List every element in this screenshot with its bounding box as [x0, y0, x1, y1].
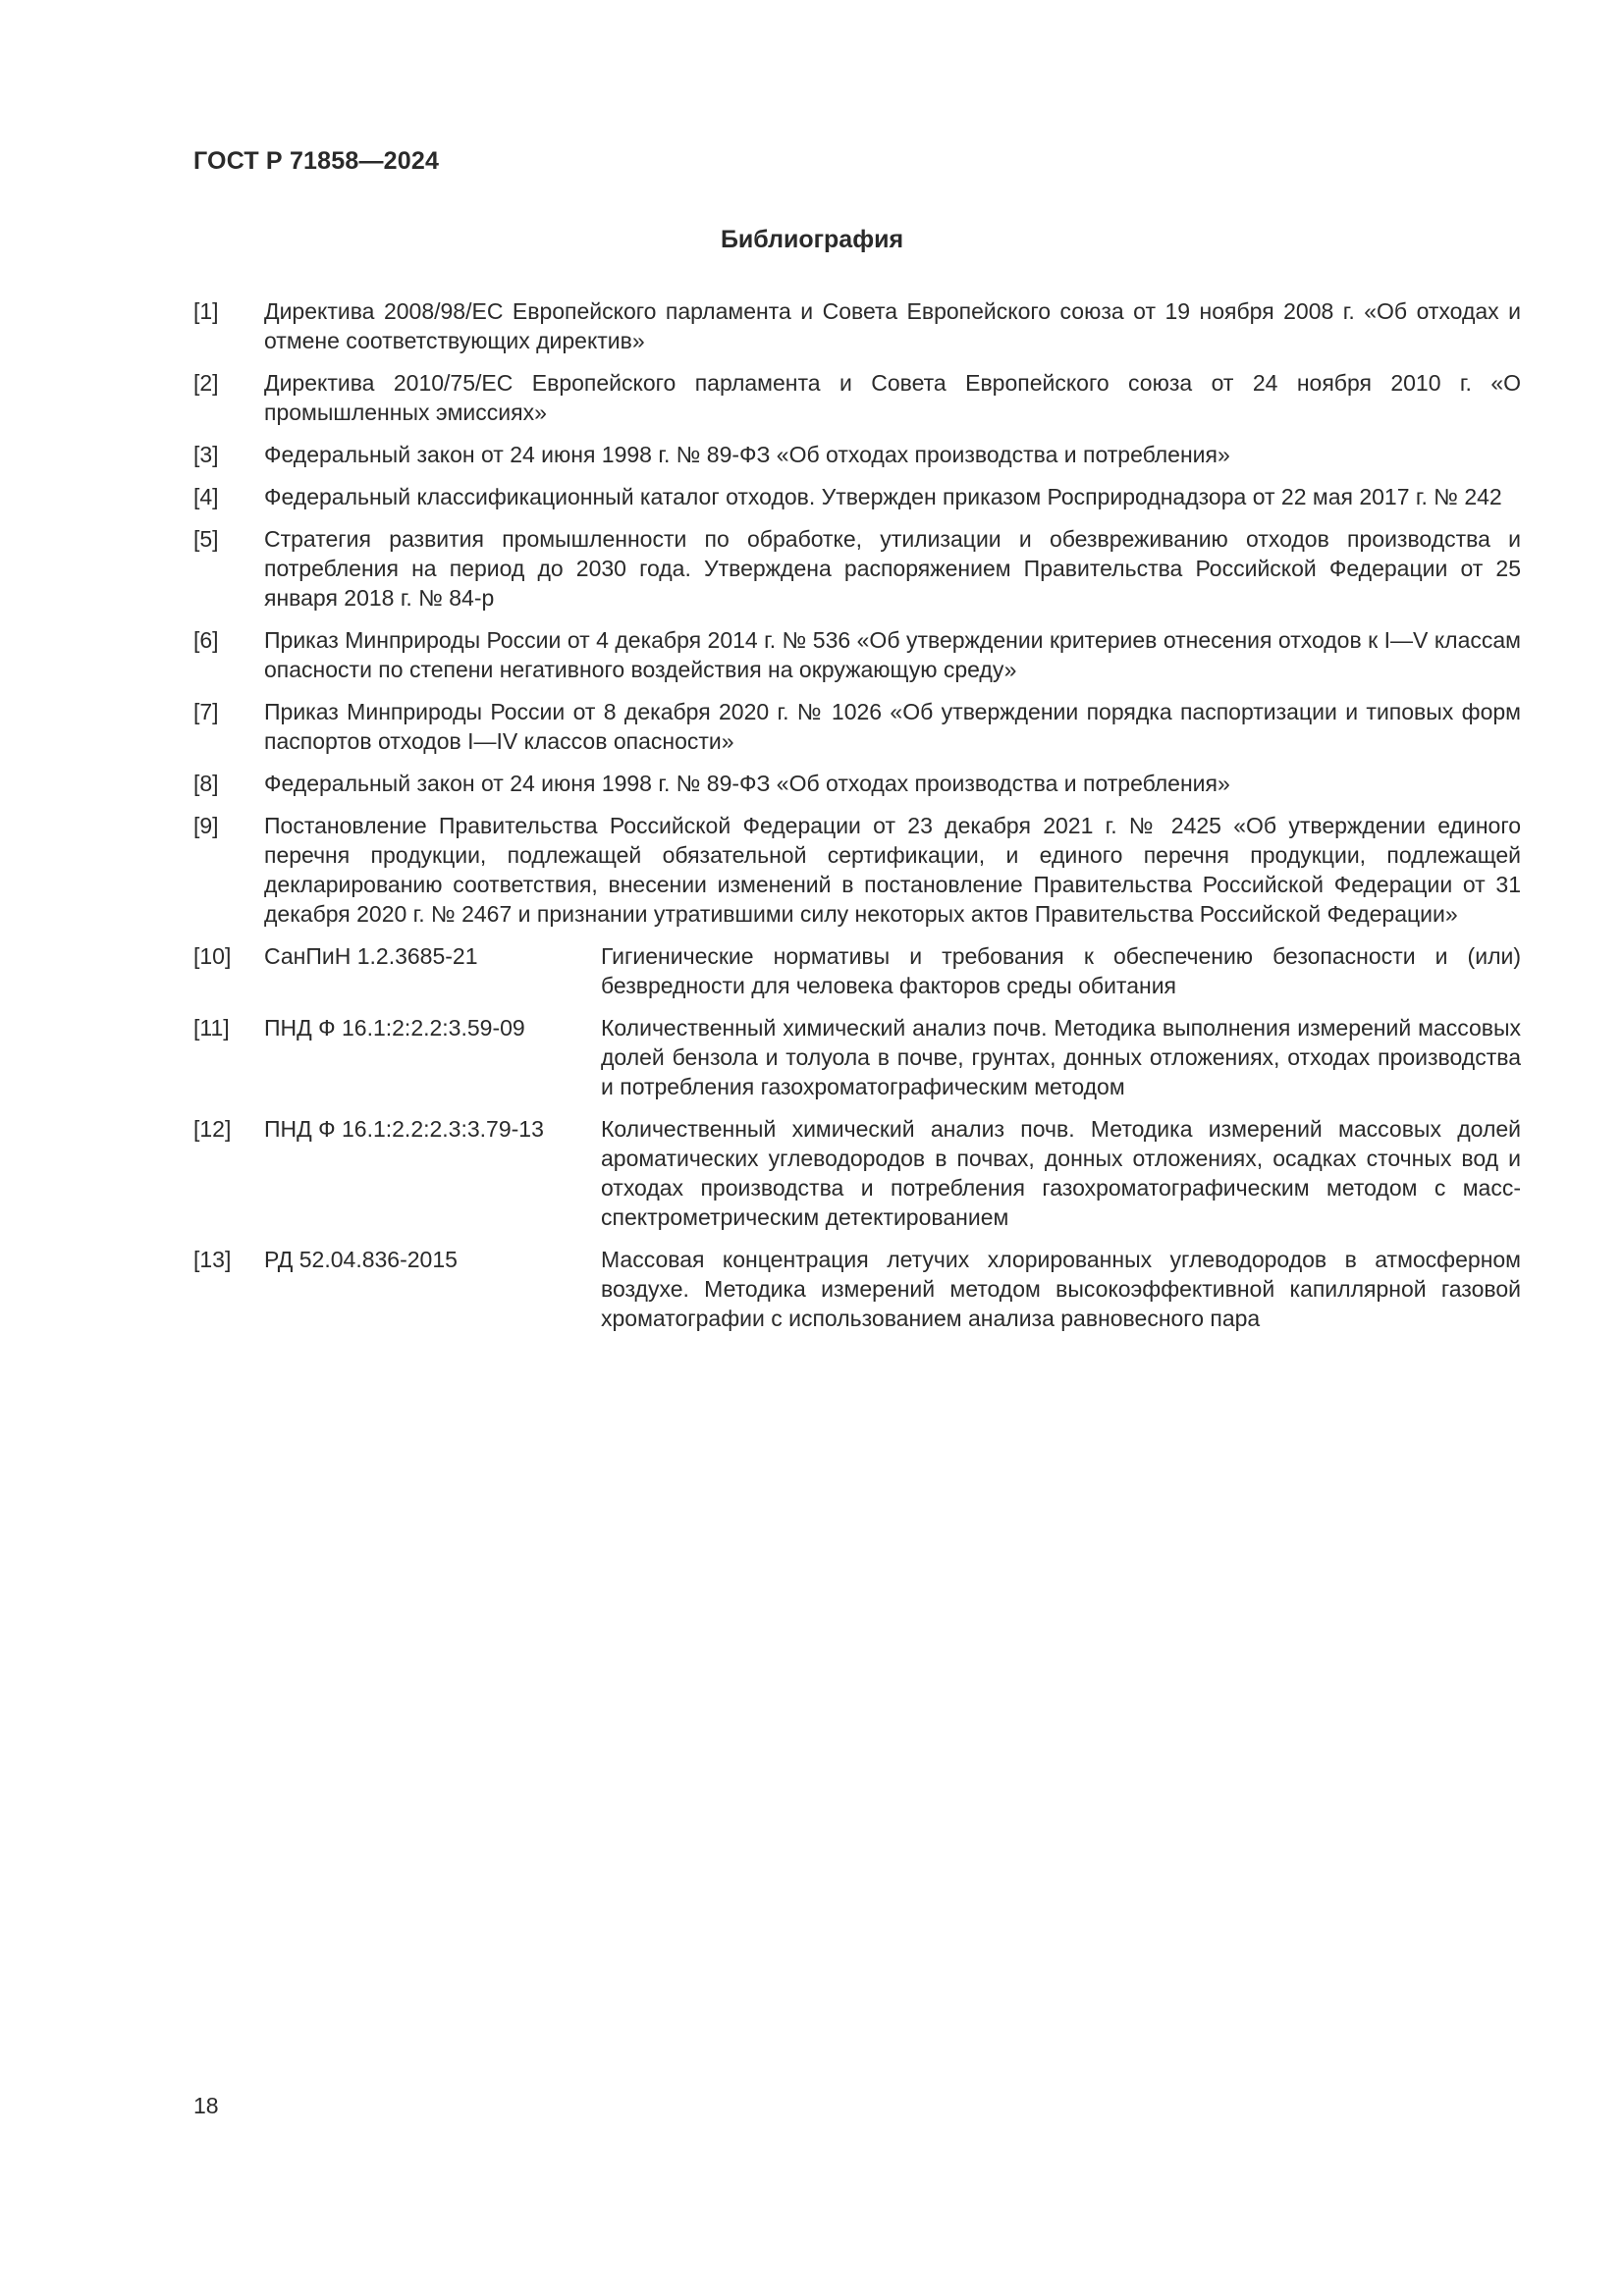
- page-number: 18: [193, 2093, 219, 2118]
- entry-number: [13]: [193, 1247, 232, 1272]
- standard-code: ПНД Ф 16.1:2.2:2.3:3.79-13: [264, 1116, 544, 1142]
- entry-number: [12]: [193, 1116, 232, 1142]
- bibliography-title: Библиография: [720, 226, 904, 253]
- entry-text: Постановление Правительства Российской Федерации от 23 декабря 2021 г. № 2425 «Об утверждении единого перечня продукции, подлежащей обязательной сертификации, и единого перечня продукции, подлежащей декларированию соответствия, внесении изменений в постановление Правительства Российской Федерации от 31 декабря 2020 г. № 2467 и признании утратившими силу некоторых актов Правительства Российской Федерации»: [264, 813, 1521, 927]
- bibliography-entry: [193, 482, 1521, 511]
- entry-text: Стратегия развития промышленности по обработке, утилизации и обезвреживанию отходов производства и потребления на период до 2030 года. Утверждена распоряжением Правительства Российской Федерации от 25 января 2018 г. № 84-р: [264, 526, 1521, 611]
- entry-number: [4]: [193, 484, 219, 509]
- document-code-header: ГОСТ Р 71858—2024: [193, 147, 440, 175]
- entry-number: [8]: [193, 771, 219, 796]
- entry-number: [9]: [193, 813, 219, 838]
- bibliography-entry: [193, 524, 1521, 613]
- entry-number: [5]: [193, 526, 219, 552]
- entry-text: Федеральный закон от 24 июня 1998 г. № 89-ФЗ «Об отходах производства и потребления»: [264, 771, 1230, 796]
- bibliography-entry: [193, 296, 1521, 355]
- standard-entry: [193, 1245, 1521, 1333]
- standard-description: Гигиенические нормативы и требования к обеспечению безопасности и (или) безвредности для человека факторов среды обитания: [601, 943, 1521, 998]
- entry-number: [2]: [193, 370, 219, 396]
- standard-description: Количественный химический анализ почв. Методика выполнения измерений массовых долей бензола и толуола в почве, грунтах, донных отложениях, отходах производства и потребления газохроматографическим методом: [601, 1015, 1521, 1099]
- bibliography-entry: [193, 697, 1521, 756]
- bibliography-list: [193, 296, 1521, 1346]
- standard-entry: [193, 941, 1521, 1000]
- entry-text: Федеральный закон от 24 июня 1998 г. № 89-ФЗ «Об отходах производства и потребления»: [264, 442, 1230, 467]
- standard-entry: [193, 1114, 1521, 1232]
- entry-number: [6]: [193, 627, 219, 653]
- entry-text: Директива 2008/98/ЕС Европейского парламента и Совета Европейского союза от 19 ноября 2008 г. «Об отходах и отмене соответствующих директив»: [264, 298, 1521, 353]
- entry-number: [11]: [193, 1015, 230, 1041]
- standard-description: Количественный химический анализ почв. Методика измерений массовых долей ароматических углеводородов в почвах, донных отложениях, осадках сточных вод и отходах производства и потребления газохроматографическим методом с масс-спектрометрическим детектированием: [601, 1116, 1521, 1230]
- entry-text: Приказ Минприроды России от 4 декабря 2014 г. № 536 «Об утверждении критериев отнесения отходов к I—V классам опасности по степени негативного воздействия на окружающую среду»: [264, 627, 1521, 682]
- entry-text: Приказ Минприроды России от 8 декабря 2020 г. № 1026 «Об утверждении порядка паспортизации и типовых форм паспортов отходов I—IV классов опасности»: [264, 699, 1521, 754]
- entry-number: [10]: [193, 943, 232, 969]
- bibliography-entry: [193, 368, 1521, 427]
- entry-text: Федеральный классификационный каталог отходов. Утвержден приказом Росприроднадзора от 22 мая 2017 г. № 242: [264, 484, 1502, 509]
- bibliography-entry: [193, 625, 1521, 684]
- entry-text: Директива 2010/75/ЕС Европейского парламента и Совета Европейского союза от 24 ноября 2010 г. «О промышленных эмиссиях»: [264, 370, 1521, 425]
- standard-code: ПНД Ф 16.1:2:2.2:3.59-09: [264, 1015, 525, 1041]
- standard-code: СанПиН 1.2.3685-21: [264, 943, 478, 969]
- standard-entry: [193, 1013, 1521, 1101]
- entry-number: [3]: [193, 442, 219, 467]
- entry-number: [1]: [193, 298, 219, 324]
- bibliography-entry: [193, 769, 1521, 798]
- standard-code: РД 52.04.836-2015: [264, 1247, 458, 1272]
- entry-number: [7]: [193, 699, 219, 724]
- standard-description: Массовая концентрация летучих хлорированных углеводородов в атмосферном воздухе. Методика измерений методом высокоэффективной капиллярной газовой хроматографии с использованием анализа равновесного пара: [601, 1247, 1521, 1331]
- bibliography-entry: [193, 811, 1521, 929]
- bibliography-entry: [193, 440, 1521, 469]
